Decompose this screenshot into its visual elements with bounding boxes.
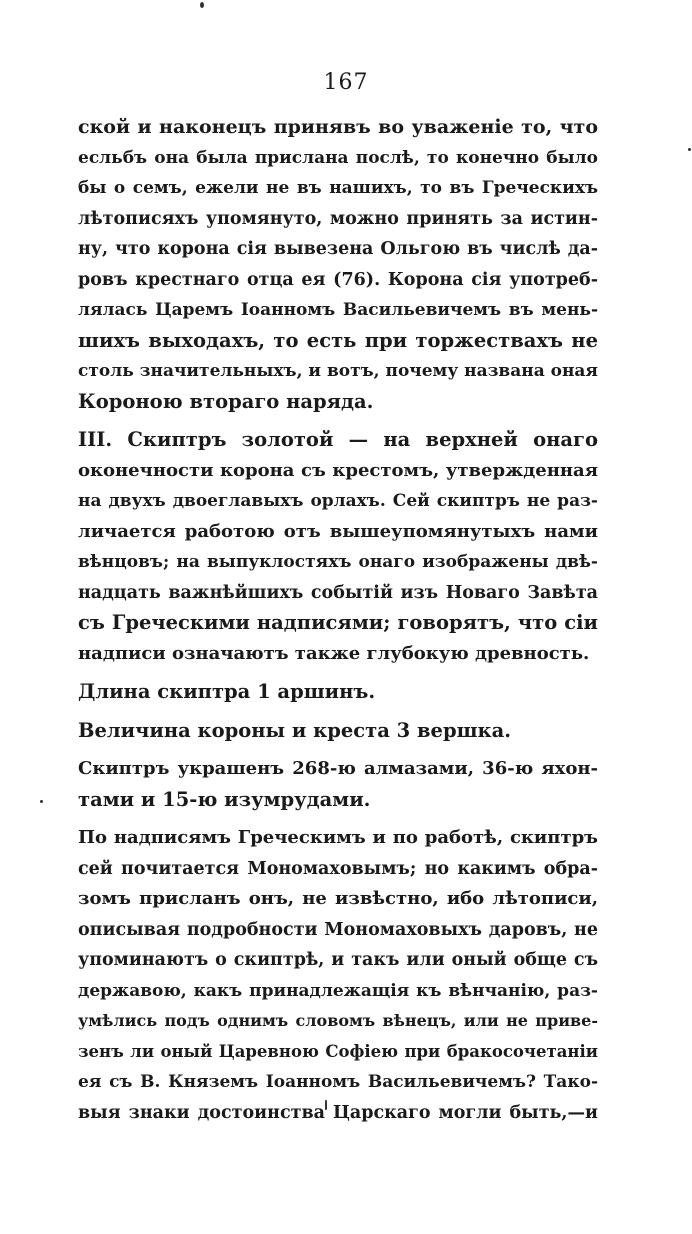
text-line: упоминаютъ о скиптрѣ, и такъ или оный обще съ	[78, 950, 598, 970]
text-line: ну, что корона сія вывезена Ольгою въ числѣ да-	[78, 239, 598, 259]
text-line: надцать важнѣйшихъ событій изъ Новаго Завѣта	[78, 582, 598, 603]
paragraph	[78, 112, 598, 417]
text-line: шихъ выходахъ, то есть при торжествахъ не	[78, 328, 598, 352]
text-line: надписи означаютъ также глубокую древность.	[78, 642, 590, 664]
text-line: съ Греческими надписями; говорятъ, что сіи	[78, 611, 598, 634]
paragraph	[78, 677, 598, 708]
text-line: ея съ В. Княземъ Іоанномъ Васильевичемъ? Тако-	[78, 1072, 598, 1092]
text-line: бы о семъ, ежели не въ нашихъ, то въ Греческихъ	[78, 178, 598, 198]
text-line: умѣлись подъ однимъ словомъ вѣнецъ, или не приве-	[78, 1011, 598, 1030]
text-line: есльбъ она была прислана послѣ, то конечно было	[78, 147, 598, 168]
text-line: Длина скиптра 1 аршинъ.	[78, 680, 376, 703]
text-line: тами и 15-ю изумрудами.	[78, 787, 371, 811]
text-line: вѣнцовъ; на выпуклостяхъ онаго изображены двѣ-	[78, 552, 598, 572]
text-line: столь значительныхъ, и вотъ, почему названа оная	[78, 361, 598, 381]
ink-speck	[200, 2, 204, 8]
text-line: лялась Царемъ Іоанномъ Васильевичемъ въ мень-	[78, 300, 598, 320]
text-line: на двухъ двоеглавыхъ орлахъ. Сей скиптръ не раз-	[78, 491, 598, 511]
text-line: сей почитается Мономаховымъ; но какимъ обра-	[78, 858, 598, 879]
paragraph	[78, 823, 598, 1128]
text-line: державою, какъ принадлежащія къ вѣнчанію, раз-	[78, 980, 598, 1001]
text-line: личается работою отъ вышеупомянутыхъ нами	[78, 520, 598, 542]
text-line: Короною втораго наряда.	[78, 389, 374, 413]
text-line: Величина короны и креста 3 вершка.	[78, 718, 512, 742]
ink-speck	[688, 148, 691, 151]
paragraph	[78, 425, 598, 669]
text-line: III. Скиптръ золотой — на верхней онаго	[78, 428, 598, 451]
text-line: оконечности корона съ крестомъ, утвержденная	[78, 459, 598, 481]
page-number: 167	[323, 70, 369, 95]
text-line: выя знаки достоинства Царскаго могли быть,—и	[78, 1102, 598, 1123]
text-line: ской и наконецъ принявъ во уваженіе то, что	[78, 116, 598, 138]
text-line: зомъ присланъ онъ, не извѣстно, ибо лѣтописи,	[78, 888, 598, 909]
ink-speck	[40, 800, 43, 803]
text-line: По надписямъ Греческимъ и по работѣ, скиптръ	[78, 827, 598, 848]
text-line: Скиптръ украшенъ 268-ю алмазами, 36-ю яхон-	[78, 758, 598, 779]
body-text	[78, 112, 598, 1128]
paragraph	[78, 716, 598, 747]
text-line: ровъ крестнаго отца ея (76). Корона сія употреб-	[78, 269, 598, 290]
text-line: зенъ ли оный Царевною Софіею при бракосочетаніи	[78, 1041, 598, 1061]
paragraph	[78, 754, 598, 815]
text-line: описывая подробности Мономаховыхъ даровъ, не	[78, 919, 598, 940]
text-line: лѣтописяхъ упомянуто, можно принять за истин-	[78, 208, 598, 229]
